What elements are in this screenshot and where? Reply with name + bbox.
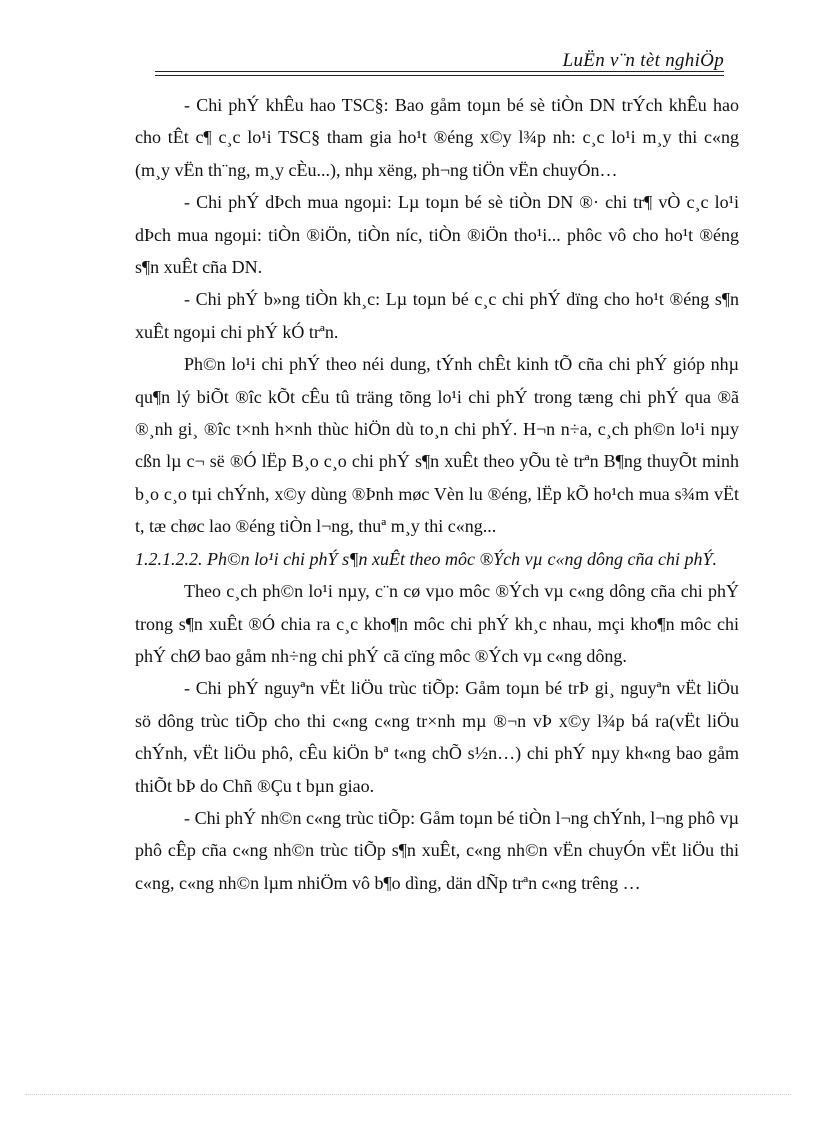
paragraph-outsourced-services: - Chi phÝ dÞch mua ngoµi: Lµ toµn bé sè tiÒn DN ®· chi tr¶ vÒ c¸c lo¹i dÞch mua ngoµi: tiÒn ®iÖn, tiÒn níc, tiÒn ®iÖn tho¹i... phôc vô cho ho¹t ®éng s¶n xuÊt cña DN.: [135, 192, 739, 278]
section-heading: 1.2.1.2.2. Ph©n lo¹i chi phÝ s¶n xuÊt theo môc ®Ých vµ c«ng dông cña chi phÝ.: [135, 548, 717, 569]
header-rule-thick: [155, 71, 724, 72]
header-rule-thin: [155, 75, 724, 76]
running-header-title: LuËn v¨n tèt nghiÖp: [562, 50, 724, 71]
paragraph-purpose-classification: Theo c¸ch ph©n lo¹i nµy, c¨n cø vµo môc ®Ých vµ c«ng dông cña chi phÝ trong s¶n xuÊt ®Ó chia ra c¸c kho¶n môc chi phÝ kh¸c nhau, mçi kho¶n môc chi phÝ chØ bao gåm nh÷ng chi phÝ cã cïng môc ®Ých vµ c«ng dông.: [135, 581, 739, 666]
paragraph-classification-benefits: Ph©n lo¹i chi phÝ theo néi dung, tÝnh chÊt kinh tÕ cña chi phÝ gióp nhµ qu¶n lý biÕt ®îc kÕt cÊu tû träng tõng lo¹i chi phÝ trong tæng chi phÝ qua ®ã ®¸nh gi¸ ®îc t×nh h×nh thùc hiÖn dù to¸n chi phÝ. H¬n n÷a, c¸ch ph©n lo¹i nµy cßn lµ c¬ së ®Ó lËp B¸o c¸o chi phÝ s¶n xuÊt theo yÕu tè trªn B¶ng thuyÕt minh b¸o c¸o tµi chÝnh, x©y dùng ®Þnh møc Vèn lu ®éng, lËp kÕ ho¹ch mua s¾m vËt t, tæ chøc lao ®éng tiÒn l¬ng, thuª m¸y thi c«ng...: [135, 354, 739, 537]
paragraph-direct-labor: - Chi phÝ nh©n c«ng trùc tiÕp: Gåm toµn bé tiÒn l¬ng chÝnh, l¬ng phô vµ phô cÊp cña c«ng nh©n trùc tiÕp s¶n xuÊt, c«ng nh©n vËn chuyÓn vËt liÖu thi c«ng, c«ng nh©n lµm nhiÖm vô b¶o dìng, dän dÑp trªn c«ng trêng …: [135, 807, 739, 893]
paragraph-direct-materials: - Chi phÝ nguyªn vËt liÖu trùc tiÕp: Gåm toµn bé trÞ gi¸ nguyªn vËt liÖu sö dông trùc tiÕp cho thi c«ng c«ng tr×nh mµ ®¬n vÞ x©y l¾p bá ra(vËt liÖu chÝnh, vËt liÖu phô, cÊu kiÖn bª t«ng chÕ s½n…) chi phÝ nµy kh«ng bao gåm thiÕt bÞ do Chñ ®Çu t bµn giao.: [135, 678, 739, 796]
document-body: [135, 89, 739, 899]
paragraph-depreciation: - Chi phÝ khÊu hao TSC§: Bao gåm toµn bé sè tiÒn DN trÝch khÊu hao cho tÊt c¶ c¸c lo¹i TSC§ tham gia ho¹t ®éng x©y l¾p nh: c¸c lo¹i m¸y thi c«ng (m¸y vËn th¨ng, m¸y cÈu...), nhµ xëng, ph¬ng tiÖn vËn chuyÓn…: [135, 95, 739, 180]
page-bottom-dotted-rule: [25, 1094, 791, 1095]
paragraph-other-cash-costs: - Chi phÝ b»ng tiÒn kh¸c: Lµ toµn bé c¸c chi phÝ dïng cho ho¹t ®éng s¶n xuÊt ngoµi chi phÝ kÓ trªn.: [135, 289, 739, 342]
